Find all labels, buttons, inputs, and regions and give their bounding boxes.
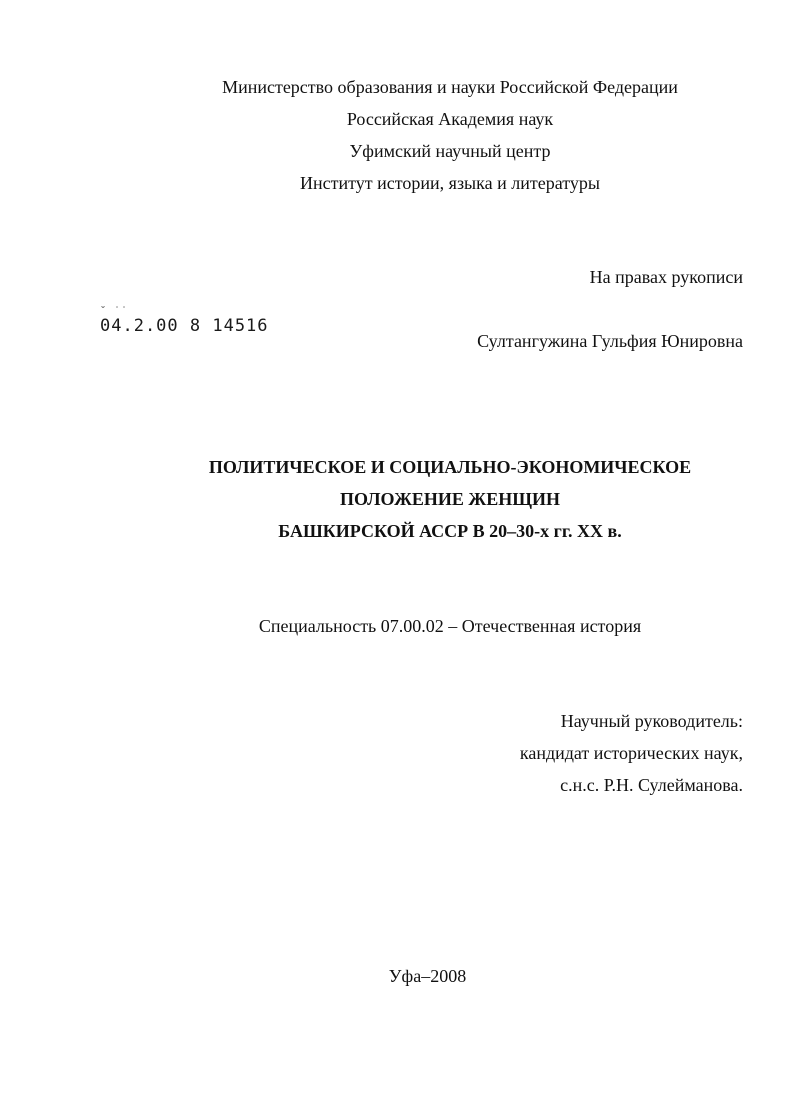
- place-year: Уфа–2008: [388, 966, 467, 986]
- manuscript-note: На правах рукописи: [589, 267, 743, 287]
- stamp-marks: ˘ ˙˙: [100, 306, 129, 317]
- center-line: Уфимский научный центр: [349, 141, 551, 161]
- thesis-title-line-2: ПОЛОЖЕНИЕ ЖЕНЩИН: [340, 489, 560, 509]
- thesis-title-line-1: ПОЛИТИЧЕСКОЕ И СОЦИАЛЬНО-ЭКОНОМИЧЕСКОЕ: [208, 457, 692, 477]
- author-name: Султангужина Гульфия Юнировна: [477, 331, 743, 351]
- supervisor-degree: кандидат исторических наук,: [519, 743, 743, 763]
- ministry-line: Министерство образования и науки Российской Федерации: [222, 77, 678, 97]
- library-stamp: 04.2.00 8 14516: [100, 316, 269, 336]
- institute-line: Институт истории, языка и литературы: [300, 173, 600, 193]
- specialty-line: Специальность 07.00.02 – Отечественная история: [258, 616, 642, 636]
- academy-line: Российская Академия наук: [346, 109, 554, 129]
- supervisor-name: с.н.с. Р.Н. Сулейманова.: [560, 775, 743, 795]
- thesis-title-line-3: БАШКИРСКОЙ АССР В 20–30-х гг. XX в.: [278, 521, 622, 541]
- supervisor-label: Научный руководитель:: [560, 711, 743, 731]
